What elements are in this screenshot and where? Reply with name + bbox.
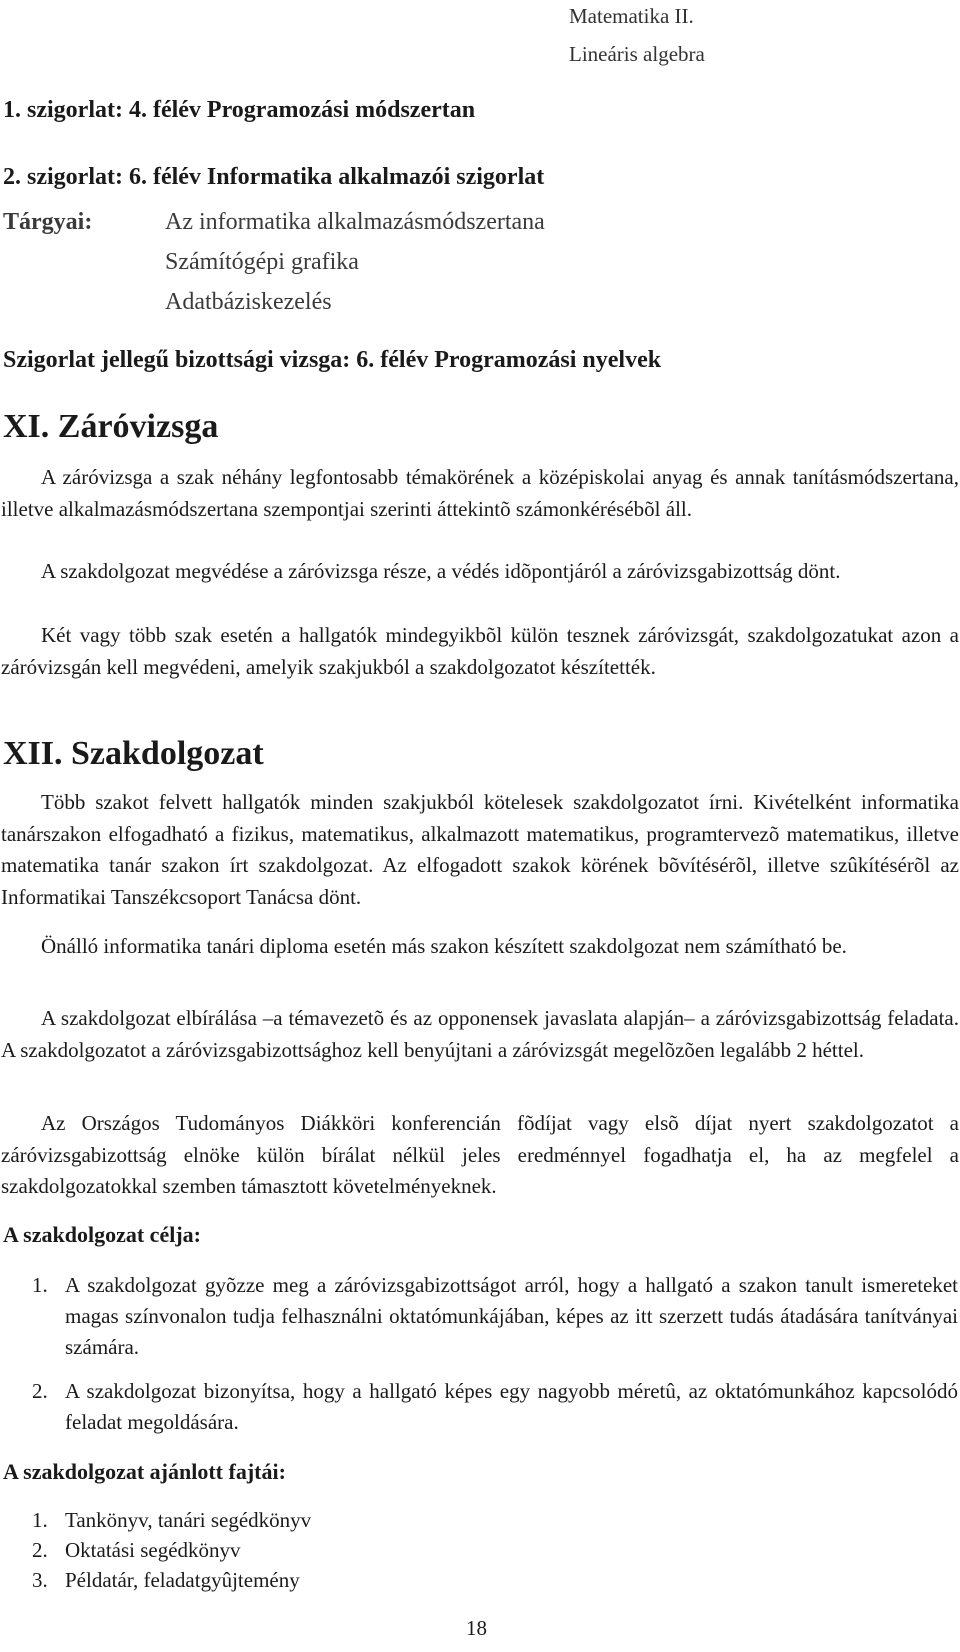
list-text: Oktatási segédkönyv bbox=[65, 1538, 241, 1562]
list-text: Tankönyv, tanári segédkönyv bbox=[65, 1508, 312, 1532]
subsection-title: A szakdolgozat ajánlott fajtái: bbox=[3, 1459, 286, 1484]
section-title: XI. Záróvizsga bbox=[3, 408, 219, 445]
paragraph: A szakdolgozat megvédése a záróvizsga része, a védés idõpontjáról a záróvizsgabizottság dönt. bbox=[41, 559, 841, 583]
paragraph: A záróvizsga a szak néhány legfontosabb témakörének a középiskolai anyag és annak tanításmódszertana, illetve alkalmazásmódszertana szempontjai szerinti áttekintõ számonkérésébõl áll. bbox=[1, 465, 959, 521]
subjects-label: Tárgyai: bbox=[3, 209, 93, 235]
list-text: A szakdolgozat gyõzze meg a záróvizsgabizottságot arról, hogy a hallgató a szakon tanult ismereteket magas színvonalon tudja felhasználni oktatómunkájában, képes az itt szerzett tudás átadására tanítványai számára. bbox=[65, 1273, 958, 1359]
list-item bbox=[0, 1270, 960, 1370]
subject-item: Számítógépi grafika bbox=[165, 249, 359, 275]
paragraph: Két vagy több szak esetén a hallgatók mindegyikbõl külön tesznek záróvizsgát, szakdolgozatukat azon a záróvizsgán kell megvédeni, amelyik szakjukból a szakdolgozatot készítették. bbox=[1, 623, 959, 679]
list-item bbox=[0, 1376, 960, 1441]
subsection-title: A szakdolgozat célja: bbox=[3, 1222, 201, 1247]
page-number: 18 bbox=[466, 1616, 487, 1640]
paragraph: A szakdolgozat elbírálása –a témavezetõ és az opponensek javaslata alapján– a záróvizsgabizottság feladata. A szakdolgozatot a záróvizsgabizottsághoz kell benyújtani a záróvizsgát megelõzõen legalább 2 héttel. bbox=[1, 1006, 959, 1062]
list-number: 2. bbox=[32, 1538, 48, 1562]
exam-1: 1. szigorlat: 4. félév Programozási módszertan bbox=[3, 97, 476, 123]
list-item bbox=[0, 1565, 960, 1596]
list-number: 2. bbox=[32, 1379, 48, 1403]
running-header bbox=[569, 0, 705, 70]
list-number: 1. bbox=[32, 1273, 48, 1297]
subject-item: Adatbáziskezelés bbox=[165, 289, 332, 315]
committee-exam: Szigorlat jellegű bizottsági vizsga: 6. félév Programozási nyelvek bbox=[3, 347, 662, 373]
paragraph: Több szakot felvett hallgatók minden szakjukból kötelesek szakdolgozatot írni. Kivételként informatika tanárszakon elfogadható a fizikus, matematikus, alkalmazott matematikus, programtervezõ matematikus, illetve matematika tanár szakon írt szakdolgozat. Az elfogadott szakok körének bõvítésérõl, illetve szûkítésérõl az Informatikai Tanszékcsoport Tanácsa dönt. bbox=[1, 790, 959, 909]
subject-item: Az informatika alkalmazásmódszertana bbox=[165, 209, 545, 235]
list-item bbox=[0, 1505, 960, 1536]
list-number: 3. bbox=[32, 1568, 48, 1592]
list-number: 1. bbox=[32, 1508, 48, 1532]
header-topic: Lineáris algebra bbox=[569, 42, 705, 66]
list-text: A szakdolgozat bizonyítsa, hogy a hallgató képes egy nagyobb méretû, az oktatómunkához kapcsolódó feladat megoldására. bbox=[65, 1379, 958, 1434]
paragraph: Önálló informatika tanári diploma esetén más szakon készített szakdolgozat nem számítható be. bbox=[41, 934, 847, 958]
paragraph: Az Országos Tudományos Diákköri konferencián fõdíjat vagy elsõ díjat nyert szakdolgozatot a záróvizsgabizottság elnöke külön bírálat nélkül jeles eredménnyel fogadhatja el, ha az megfelel a szakdolgozatokkal szemben támasztott követelményeknek. bbox=[1, 1111, 959, 1198]
section-title: XII. Szakdolgozat bbox=[3, 735, 264, 772]
exam-2: 2. szigorlat: 6. félév Informatika alkalmazói szigorlat bbox=[3, 164, 545, 190]
list-item bbox=[0, 1535, 960, 1566]
list-text: Példatár, feladatgyûjtemény bbox=[65, 1568, 300, 1592]
header-subject: Matematika II. bbox=[569, 4, 694, 28]
